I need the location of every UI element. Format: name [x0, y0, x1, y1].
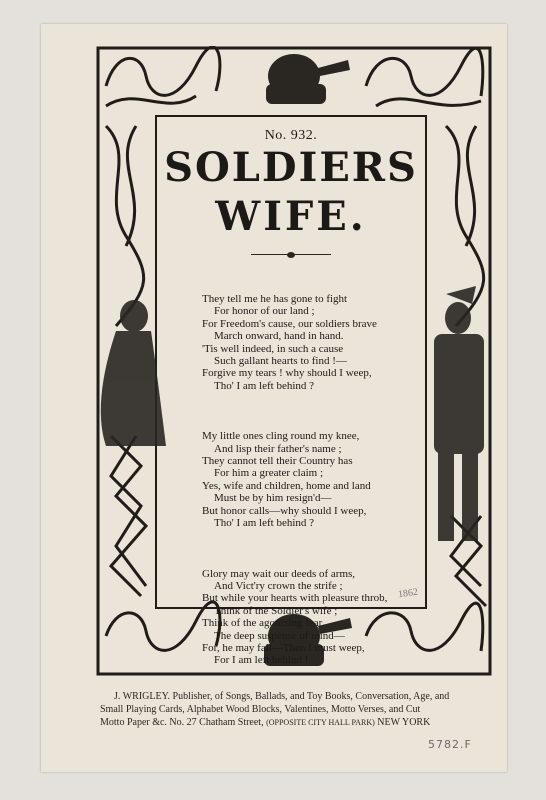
imprint-line-2: Small Playing Cards, Alphabet Wood Blocks, Valentines, Motto Verses, and Cut	[100, 704, 421, 715]
imprint-address: Motto Paper &c. No. 27 Chatham Street,	[100, 717, 264, 728]
publisher-imprint	[100, 690, 490, 729]
poem-line: Must be by him resign'd—	[214, 492, 332, 505]
ornamental-rule	[251, 252, 331, 258]
poem-line: Think of the Soldier's wife ;	[214, 604, 338, 617]
stanza-2	[202, 430, 422, 529]
poem-line: Glory may wait our deeds of arms,	[202, 567, 356, 580]
imprint-line-1: J. WRIGLEY. Publisher, of Songs, Ballads, and Toy Books, Conversation, Age, and	[114, 691, 450, 702]
poem-line: And lisp their father's name ;	[214, 442, 342, 455]
poem-line: For him a greater claim ;	[214, 467, 324, 480]
poem-line: But while your hearts with pleasure throb,	[202, 592, 388, 605]
poem-line: March onward, hand in hand.	[214, 330, 344, 343]
poem-line: For, he may fall—Then I must weep,	[202, 641, 365, 654]
poem-line: Forgive my tears ! why should I weep,	[202, 367, 372, 380]
pencil-date-annotation: 1862	[397, 586, 419, 601]
poem-line: They tell me he has gone to fight	[202, 293, 348, 305]
poem-line: Such gallant hearts to find !—	[214, 355, 347, 368]
poem-line: My little ones cling round my knee,	[202, 430, 360, 443]
poem-line: Tho' I am left behind ?	[214, 517, 315, 530]
poem-line: The deep suspense of mind—	[214, 629, 345, 642]
imprint-line-3	[100, 716, 490, 729]
ballad-number: No. 932.	[264, 128, 318, 143]
catalog-number-annotation: 5782.F	[428, 738, 472, 751]
poem-body	[202, 293, 422, 705]
stanza-3	[202, 568, 422, 667]
imprint-landmark: (OPPOSITE CITY HALL PARK)	[266, 718, 375, 727]
stanza-1	[202, 293, 422, 392]
title-line-1: SOLDIERS	[164, 144, 418, 191]
poem-line: 'Tis well indeed, in such a cause	[202, 342, 344, 355]
ballad-content	[157, 118, 425, 667]
poem-line: Yes, wife and children, home and land	[202, 479, 371, 492]
poem-line: They cannot tell their Country has	[202, 455, 353, 468]
poem-line: For Freedom's cause, our soldiers brave	[202, 317, 377, 330]
poem-line: Think of the agonizing fear,	[202, 617, 325, 630]
poem-line: For I am left behind !	[214, 654, 309, 667]
poem-line: Tho' I am left behind ?	[214, 379, 315, 392]
title-line-2: WIFE.	[215, 193, 367, 240]
poem-line: But honor calls—why should I weep,	[202, 504, 367, 517]
imprint-city: NEW YORK	[377, 717, 431, 728]
poem-line: For honor of our land ;	[214, 305, 315, 318]
poem-line: And Vict'ry crown the strife ;	[214, 579, 343, 592]
